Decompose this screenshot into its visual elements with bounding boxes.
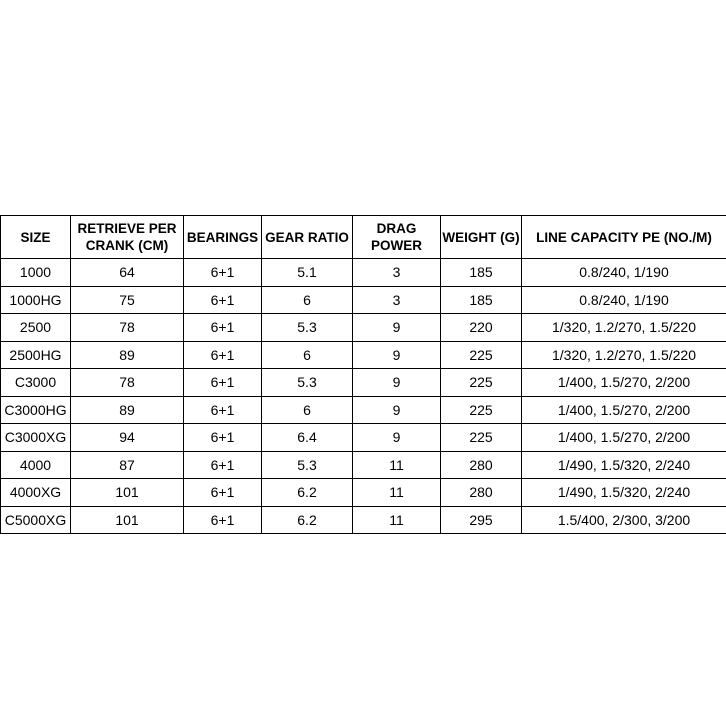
size-cell: C5000XG	[1, 506, 71, 534]
retrieve-cell: 75	[71, 286, 184, 314]
gear-ratio-cell: 6.2	[262, 479, 353, 507]
weight-cell: 225	[441, 341, 522, 369]
gear-ratio-cell: 6	[262, 286, 353, 314]
bearings-cell: 6+1	[184, 369, 262, 397]
header-bearings: BEARINGS	[184, 216, 262, 259]
weight-cell: 280	[441, 451, 522, 479]
gear-ratio-cell: 6	[262, 341, 353, 369]
bearings-cell: 6+1	[184, 451, 262, 479]
weight-cell: 225	[441, 424, 522, 452]
table-row	[1, 369, 726, 397]
bearings-cell: 6+1	[184, 341, 262, 369]
header-drag-power: DRAG POWER	[353, 216, 441, 259]
header-retrieve-per-crank: RETRIEVE PER CRANK (CM)	[71, 216, 184, 259]
weight-cell: 220	[441, 314, 522, 342]
size-cell: 4000XG	[1, 479, 71, 507]
table-row	[1, 341, 726, 369]
header-size: SIZE	[1, 216, 71, 259]
retrieve-cell: 78	[71, 314, 184, 342]
gear-ratio-cell: 6.4	[262, 424, 353, 452]
weight-cell: 185	[441, 286, 522, 314]
weight-cell: 225	[441, 369, 522, 397]
header-line-capacity: LINE CAPACITY PE (NO./M)	[522, 216, 726, 259]
table-row	[1, 451, 726, 479]
drag-power-cell: 11	[353, 506, 441, 534]
bearings-cell: 6+1	[184, 259, 262, 287]
retrieve-cell: 94	[71, 424, 184, 452]
line-capacity-cell: 1/490, 1.5/320, 2/240	[522, 451, 726, 479]
drag-power-cell: 11	[353, 451, 441, 479]
line-capacity-cell: 1/320, 1.2/270, 1.5/220	[522, 341, 726, 369]
bearings-cell: 6+1	[184, 286, 262, 314]
gear-ratio-cell: 6.2	[262, 506, 353, 534]
bearings-cell: 6+1	[184, 479, 262, 507]
line-capacity-cell: 1/400, 1.5/270, 2/200	[522, 424, 726, 452]
table-row	[1, 286, 726, 314]
line-capacity-cell: 0.8/240, 1/190	[522, 286, 726, 314]
line-capacity-cell: 1/400, 1.5/270, 2/200	[522, 369, 726, 397]
line-capacity-cell: 0.8/240, 1/190	[522, 259, 726, 287]
line-capacity-cell: 1/490, 1.5/320, 2/240	[522, 479, 726, 507]
weight-cell: 295	[441, 506, 522, 534]
retrieve-cell: 101	[71, 479, 184, 507]
retrieve-cell: 78	[71, 369, 184, 397]
line-capacity-cell: 1.5/400, 2/300, 3/200	[522, 506, 726, 534]
line-capacity-cell: 1/320, 1.2/270, 1.5/220	[522, 314, 726, 342]
spec-table	[0, 215, 726, 534]
table-row	[1, 424, 726, 452]
drag-power-cell: 9	[353, 314, 441, 342]
gear-ratio-cell: 5.3	[262, 314, 353, 342]
header-row	[1, 216, 726, 259]
weight-cell: 225	[441, 396, 522, 424]
retrieve-cell: 89	[71, 396, 184, 424]
size-cell: C3000HG	[1, 396, 71, 424]
retrieve-cell: 101	[71, 506, 184, 534]
bearings-cell: 6+1	[184, 396, 262, 424]
header-weight: WEIGHT (G)	[441, 216, 522, 259]
drag-power-cell: 11	[353, 479, 441, 507]
table-row	[1, 479, 726, 507]
size-cell: C3000	[1, 369, 71, 397]
weight-cell: 185	[441, 259, 522, 287]
line-capacity-cell: 1/400, 1.5/270, 2/200	[522, 396, 726, 424]
drag-power-cell: 9	[353, 424, 441, 452]
gear-ratio-cell: 6	[262, 396, 353, 424]
size-cell: 1000	[1, 259, 71, 287]
drag-power-cell: 9	[353, 341, 441, 369]
gear-ratio-cell: 5.3	[262, 369, 353, 397]
header-gear-ratio: GEAR RATIO	[262, 216, 353, 259]
retrieve-cell: 64	[71, 259, 184, 287]
retrieve-cell: 89	[71, 341, 184, 369]
size-cell: 2500	[1, 314, 71, 342]
gear-ratio-cell: 5.1	[262, 259, 353, 287]
gear-ratio-cell: 5.3	[262, 451, 353, 479]
drag-power-cell: 9	[353, 396, 441, 424]
drag-power-cell: 9	[353, 369, 441, 397]
size-cell: 1000HG	[1, 286, 71, 314]
drag-power-cell: 3	[353, 259, 441, 287]
table-body	[1, 259, 726, 534]
table-row	[1, 506, 726, 534]
table-row	[1, 396, 726, 424]
bearings-cell: 6+1	[184, 314, 262, 342]
table-row	[1, 314, 726, 342]
retrieve-cell: 87	[71, 451, 184, 479]
size-cell: 4000	[1, 451, 71, 479]
bearings-cell: 6+1	[184, 424, 262, 452]
drag-power-cell: 3	[353, 286, 441, 314]
size-cell: 2500HG	[1, 341, 71, 369]
weight-cell: 280	[441, 479, 522, 507]
table-row	[1, 259, 726, 287]
bearings-cell: 6+1	[184, 506, 262, 534]
size-cell: C3000XG	[1, 424, 71, 452]
